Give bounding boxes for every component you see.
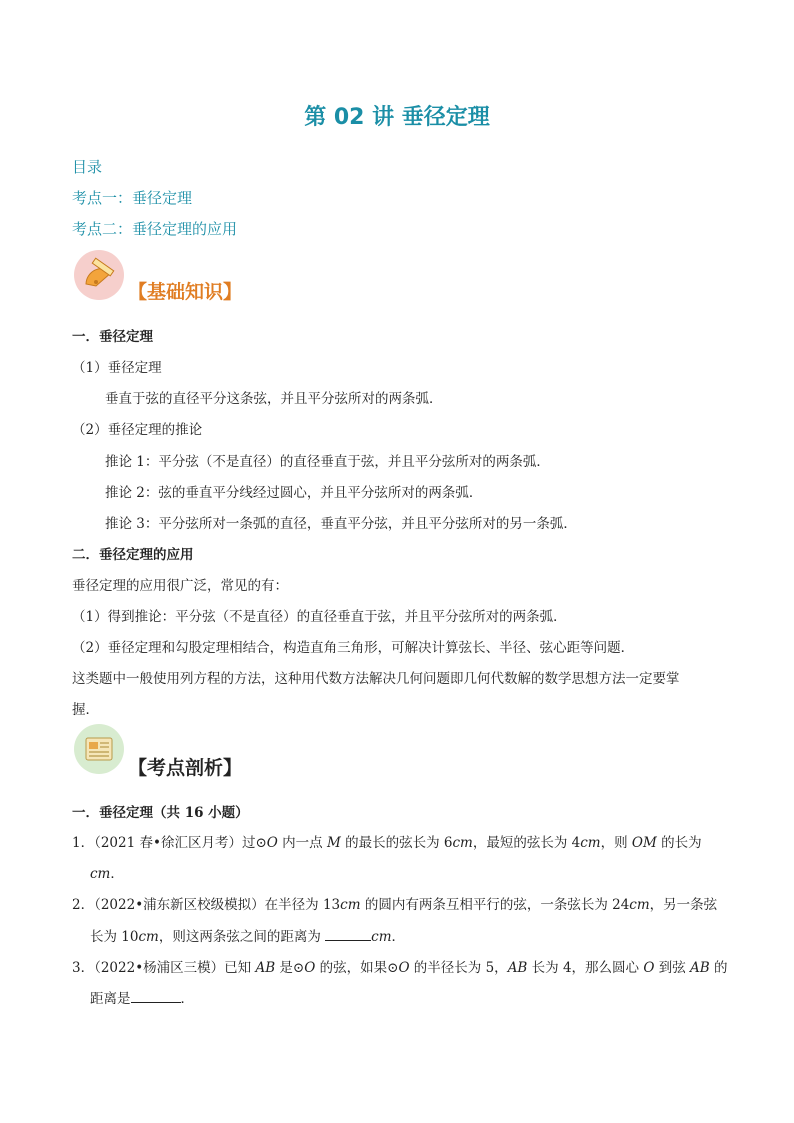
application-item-1: （1）得到推论：平分弦（不是直径）的直径垂直于弦，并且平分弦所对的两条弧． (72, 609, 567, 625)
application-item-2: （2）垂径定理和勾股定理相结合，构造直角三角形，可解决计算弦长、半径、弦心距等问题． (72, 640, 635, 656)
corollary-1: 推论 1：平分弦（不是直径）的直径垂直于弦，并且平分弦所对的两条弧． (105, 454, 550, 470)
question-1-line2: cm． (90, 866, 124, 882)
document-notes-icon (74, 724, 124, 774)
basic-s1-title: 一．垂径定理 (72, 329, 153, 345)
protractor-ruler-icon (74, 250, 124, 300)
corollary-2: 推论 2：弦的垂直平分线经过圆心，并且平分弦所对的两条弧． (105, 485, 483, 501)
application-note-line2: 握． (72, 702, 99, 718)
section-basic-header: 【基础知识】 (128, 281, 243, 303)
corollary-3: 推论 3：平分弦所对一条弧的直径，垂直平分弦，并且平分弦所对的另一条弧． (105, 516, 577, 532)
toc-heading[interactable]: 目录 (72, 158, 103, 176)
page-title: 第 02 讲 垂径定理 (304, 105, 490, 130)
basic-s1-1-label: （1）垂径定理 (72, 360, 162, 376)
question-1: 1．（2021 春•徐汇区月考）过⊙O 内一点 M 的最长的弦长为 6cm，最短的弦长为 4cm，则 OM 的长为 (72, 835, 702, 851)
basic-s1-2-label: （2）垂径定理的推论 (72, 422, 203, 438)
analysis-group-title: 一．垂径定理（共 16 小题） (72, 805, 249, 821)
toc-item-2[interactable]: 考点二：垂径定理的应用 (72, 220, 238, 238)
basic-s1-1-text: 垂直于弦的直径平分这条弦，并且平分弦所对的两条弧． (105, 391, 443, 407)
basic-s2-intro: 垂径定理的应用很广泛，常见的有： (72, 578, 288, 594)
question-3: 3．（2022•杨浦区三模）已知 AB 是⊙O 的弦，如果⊙O 的半径长为 5，AB 长为 4，那么圆心 O 到弦 AB 的 (72, 960, 728, 976)
basic-s2-title: 二．垂径定理的应用 (72, 547, 194, 563)
section-analysis-header: 【考点剖析】 (128, 757, 243, 779)
question-2: 2．（2022•浦东新区校级模拟）在半径为 13cm 的圆内有两条互相平行的弦，一条弦长为 24cm，另一条弦 (72, 897, 718, 913)
toc-item-1[interactable]: 考点一：垂径定理 (72, 189, 193, 207)
question-2-line2: 长为 10cm，则这两条弦之间的距离为 cm． (90, 929, 406, 945)
answer-blank[interactable] (325, 940, 371, 941)
answer-blank[interactable] (131, 1002, 181, 1003)
application-note-line1: 这类题中一般使用列方程的方法，这种用代数方法解决几何问题即几何代数解的数学思想方法一定要掌 (72, 671, 680, 687)
question-3-line2: 距离是 ． (90, 991, 194, 1007)
